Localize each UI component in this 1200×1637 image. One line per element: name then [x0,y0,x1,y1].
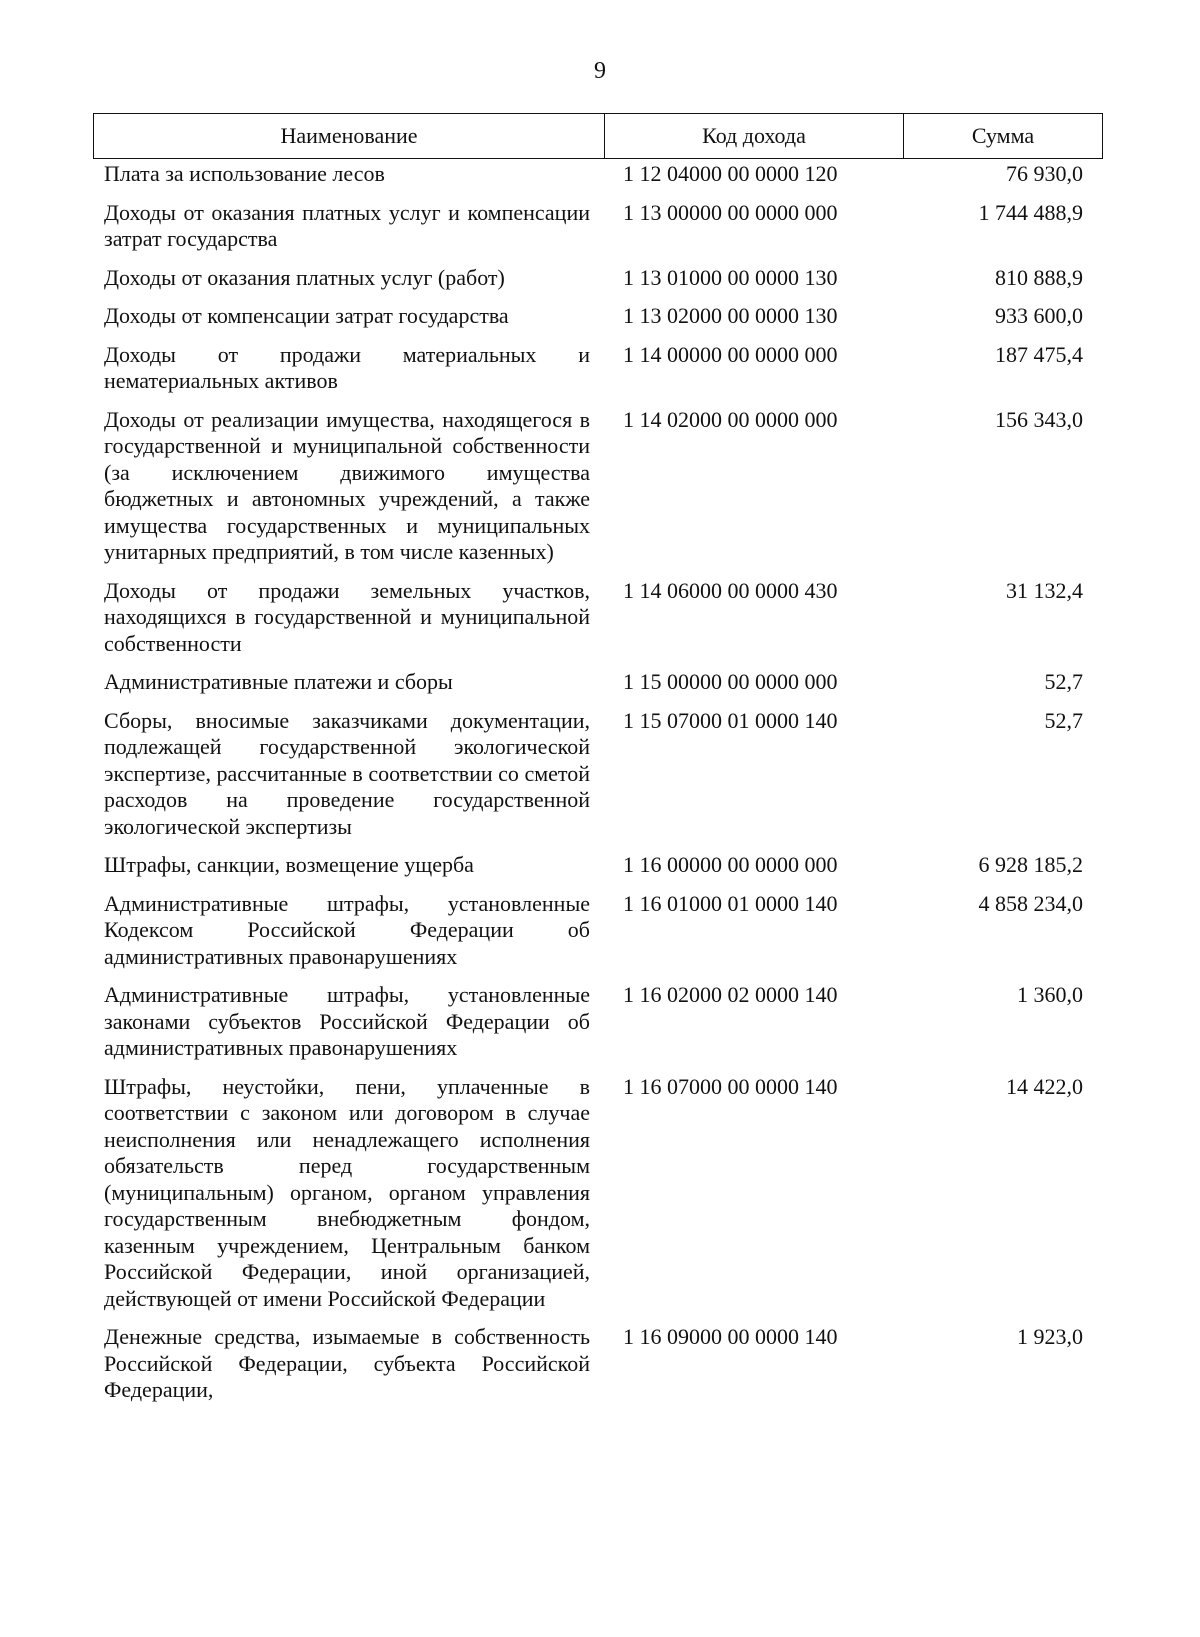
row-name: Плата за использование лесов [104,161,385,186]
table-row [93,342,1103,395]
row-sum: 6 928 185,2 [978,852,1083,877]
table-row [93,407,1103,566]
row-sum: 156 343,0 [995,406,1083,432]
table-row [93,265,1103,292]
row-sum: 1 744 488,9 [978,199,1083,225]
row-name: Доходы от продажи материальных и нематериальных активов [104,341,590,393]
table-row [93,1324,1103,1404]
row-code: 1 12 04000 00 0000 120 [623,161,838,186]
row-code: 1 14 02000 00 0000 000 [623,406,838,432]
row-sum: 31 132,4 [1006,577,1083,603]
page-number: 9 [594,58,606,84]
table-header [93,113,1103,159]
row-name: Штрафы, неустойки, пени, уплаченные в соответствии с законом или договором в случае неисполнения или ненадлежащего исполнения обязательств перед государственным (муниципальным) органом, органом управления государственным внебюджетным фондом, казенным учреждением, Центральным банком Российской Федерации, иной организацией, действующей от имени Российской Федерации [104,1073,590,1311]
row-name: Административные штрафы, установленные законами субъектов Российской Федерации об административных правонарушениях [104,982,590,1060]
row-name: Административные платежи и сборы [104,669,453,694]
row-code: 1 15 00000 00 0000 000 [623,669,838,694]
row-code: 1 14 00000 00 0000 000 [623,341,838,367]
row-sum: 810 888,9 [995,264,1083,290]
income-table [93,113,1103,1416]
row-sum: 187 475,4 [995,341,1083,367]
row-code: 1 14 06000 00 0000 430 [623,577,838,603]
row-name: Административные штрафы, установленные Кодексом Российской Федерации об административных правонарушениях [104,890,590,969]
row-name: Сборы, вносимые заказчиками документации, подлежащей государственной экологической экспертизе, рассчитанные в соответствии со сметой расходов на проведение государственной экологической экспертизы [104,707,590,839]
table-row [93,891,1103,971]
table-row [93,669,1103,696]
row-sum: 933 600,0 [995,303,1083,328]
row-code: 1 16 00000 00 0000 000 [623,852,838,877]
row-name: Доходы от оказания платных услуг (работ) [104,264,505,290]
table-row [93,200,1103,253]
row-code: 1 16 01000 01 0000 140 [623,890,838,916]
row-code: 1 16 07000 00 0000 140 [623,1073,838,1099]
row-sum: 4 858 234,0 [978,890,1083,916]
header-name: Наименование [94,114,605,158]
row-code: 1 16 02000 02 0000 140 [623,982,838,1007]
row-code: 1 15 07000 01 0000 140 [623,707,838,733]
row-sum: 1 360,0 [1017,982,1083,1007]
row-sum: 52,7 [1044,707,1083,733]
table-row [93,852,1103,879]
row-name: Штрафы, санкции, возмещение ущерба [104,852,474,877]
table-body [93,159,1103,1404]
table-row [93,578,1103,658]
row-code: 1 13 00000 00 0000 000 [623,199,838,225]
row-code: 1 16 09000 00 0000 140 [623,1324,838,1349]
row-sum: 52,7 [1044,669,1083,694]
row-code: 1 13 02000 00 0000 130 [623,303,838,328]
table-row [93,303,1103,330]
row-name: Доходы от оказания платных услуг и компенсации затрат государства [104,199,590,251]
row-name: Доходы от реализации имущества, находящегося в государственной и муниципальной собственности (за исключением движимого имущества бюджетных и автономных учреждений, а также имущества государственных и муниципальных унитарных предприятий, в том числе казенных) [104,406,590,564]
row-sum: 76 930,0 [1006,161,1083,186]
header-sum: Сумма [971,123,1035,148]
table-row [93,1074,1103,1313]
header-code: Код дохода [605,114,904,158]
row-sum: 1 923,0 [1017,1324,1083,1349]
row-name: Денежные средства, изымаемые в собственность Российской Федерации, субъекта Российской Федерации, [104,1324,590,1402]
row-name: Доходы от продажи земельных участков, находящихся в государственной и муниципальной собственности [104,577,590,656]
row-name: Доходы от компенсации затрат государства [104,303,509,328]
row-code: 1 13 01000 00 0000 130 [623,264,838,290]
row-sum: 14 422,0 [1006,1073,1083,1099]
table-row [93,708,1103,841]
table-row [93,161,1103,188]
table-row [93,982,1103,1062]
